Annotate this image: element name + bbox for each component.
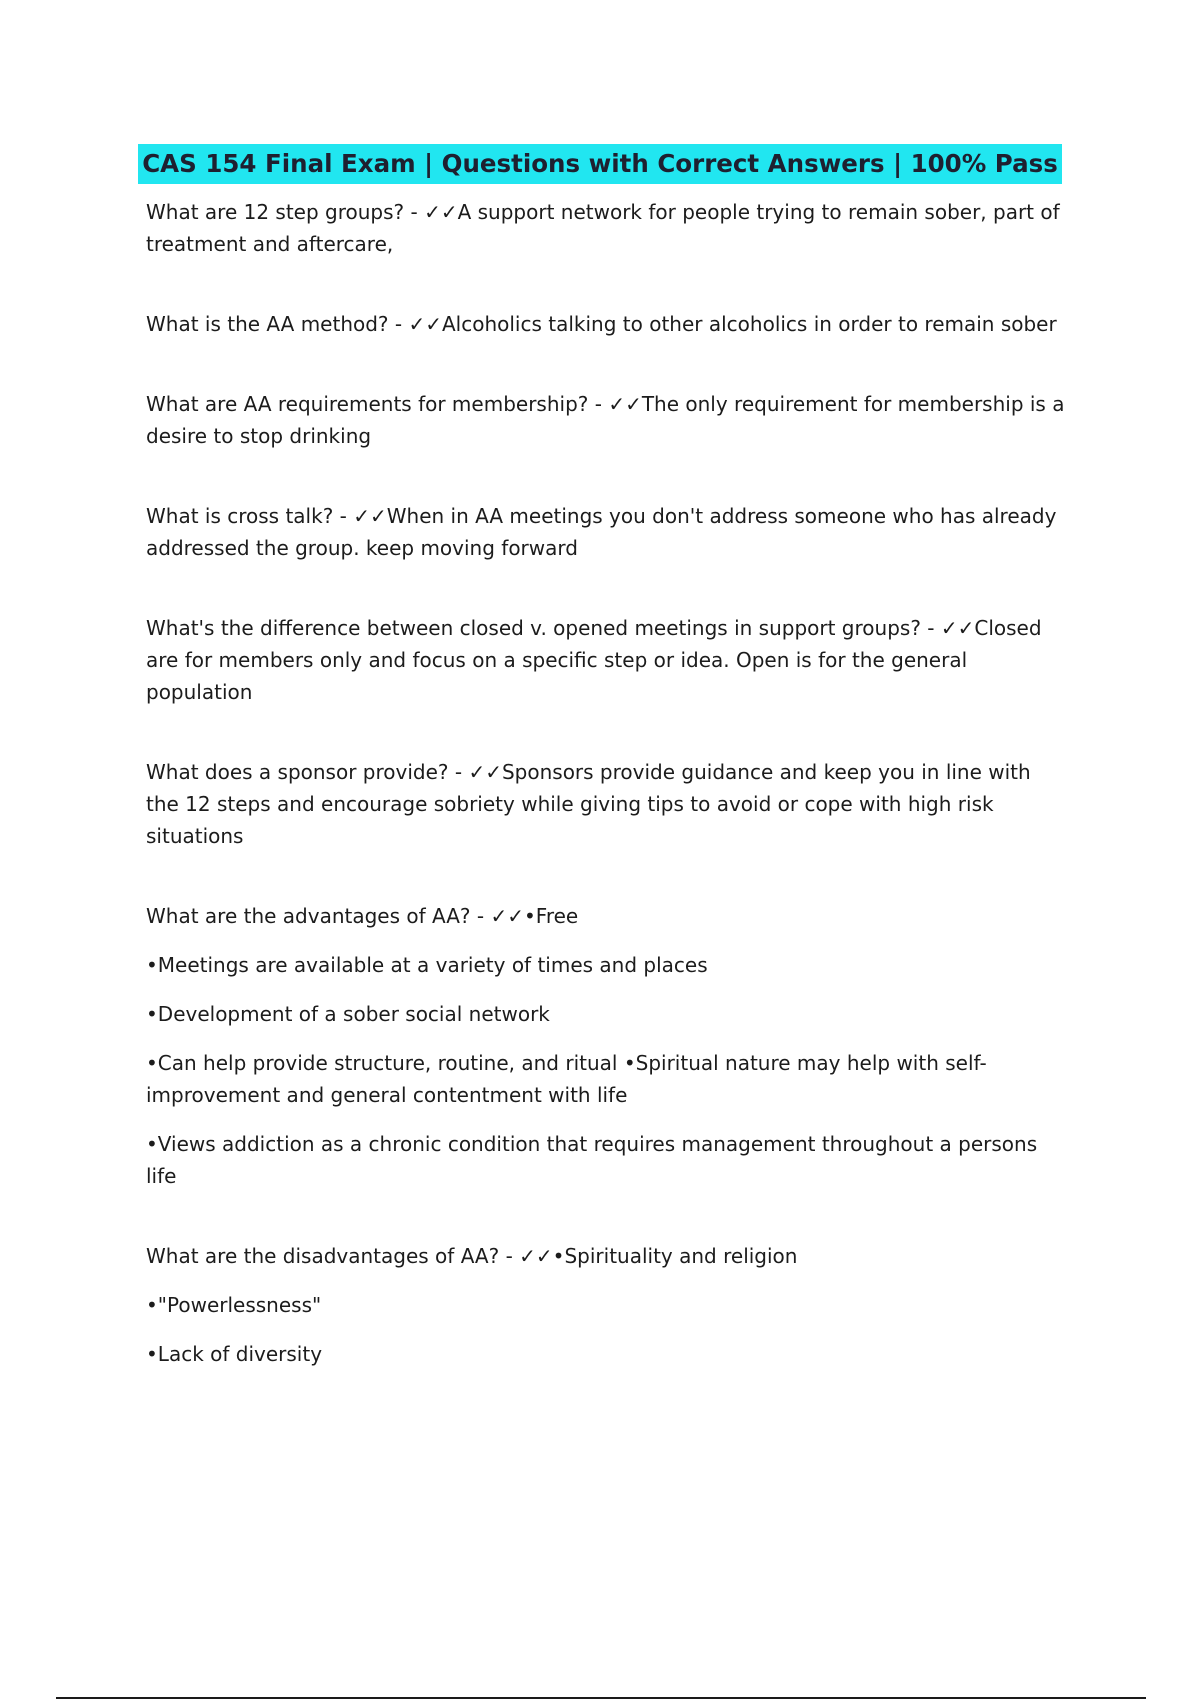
qa-bullet: •Lack of diversity [146, 1342, 323, 1366]
qa-bullet: •Views addiction as a chronic condition that requires management throughout a persons life [146, 1132, 1038, 1188]
qa-paragraph: What does a sponsor provide? - ✓✓Sponsors provide guidance and keep you in line with the 12 steps and encourage sobriety while giving tips to avoid or cope with high risk situations [146, 760, 1031, 848]
qa-item [146, 196, 1066, 260]
title-wrapper [0, 144, 1200, 184]
qa-item [146, 308, 1066, 340]
qa-item [146, 612, 1066, 708]
qa-item [146, 1240, 1066, 1370]
qa-item [146, 756, 1066, 852]
qa-item [146, 900, 1066, 1192]
qa-item [146, 388, 1066, 452]
qa-bullet: •"Powerlessness" [146, 1293, 322, 1317]
qa-paragraph: What is the AA method? - ✓✓Alcoholics talking to other alcoholics in order to remain sober [146, 312, 1057, 336]
qa-bullet: •Development of a sober social network [146, 1002, 550, 1026]
qa-paragraph: What is cross talk? - ✓✓When in AA meetings you don't address someone who has already addressed the group. keep moving forward [146, 504, 1057, 560]
qa-item [146, 500, 1066, 564]
qa-paragraph: What are 12 step groups? - ✓✓A support network for people trying to remain sober, part of treatment and aftercare, [146, 200, 1060, 256]
qa-bullet: •Can help provide structure, routine, and ritual •Spiritual nature may help with self-improvement and general contentment with life [146, 1051, 987, 1107]
qa-paragraph: What are the advantages of AA? - ✓✓•Free [146, 904, 579, 928]
footer-divider [56, 1697, 1146, 1699]
document-title: CAS 154 Final Exam | Questions with Correct Answers | 100% Pass [138, 144, 1062, 184]
qa-paragraph: What are the disadvantages of AA? - ✓✓•Spirituality and religion [146, 1244, 798, 1268]
qa-list [146, 196, 1066, 1418]
qa-paragraph: What's the difference between closed v. opened meetings in support groups? - ✓✓Closed are for members only and focus on a specific step or idea. Open is for the general population [146, 616, 1042, 704]
qa-paragraph: What are AA requirements for membership? - ✓✓The only requirement for membership is a desire to stop drinking [146, 392, 1065, 448]
qa-bullet: •Meetings are available at a variety of times and places [146, 953, 708, 977]
